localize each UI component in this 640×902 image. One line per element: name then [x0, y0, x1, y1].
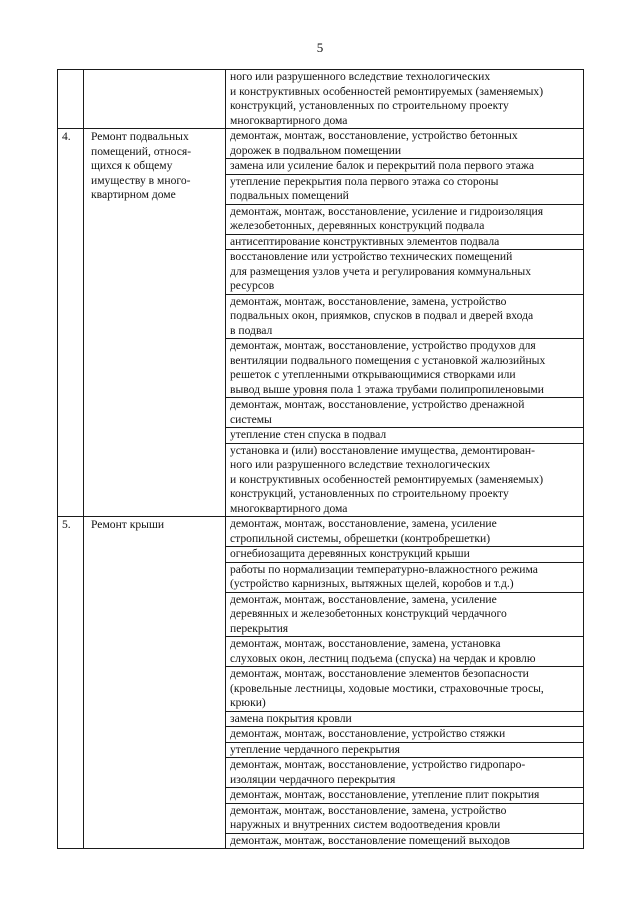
- table-row: [58, 129, 584, 517]
- work-item: восстановление или устройство технических помещений для размещения узлов учета и регулирования коммунальных ресурсов: [226, 250, 583, 295]
- work-item: демонтаж, монтаж, восстановление, утепление плит покрытия: [226, 788, 583, 804]
- work-item: демонтаж, монтаж, восстановление, устройство бетонных дорожек в подвальном помещении: [226, 129, 583, 159]
- work-item: демонтаж, монтаж, восстановление, устройство дренажной системы: [226, 398, 583, 428]
- work-item: демонтаж, монтаж, восстановление, замена, усиление деревянных и железобетонных конструкций чердачного перекрытия: [226, 593, 583, 638]
- work-item: демонтаж, монтаж, восстановление, устройство продухов для вентиляции подвального помещения с установкой жалюзийных решеток с утепленными открывающимися створками или вывод выше уровня пола 1 этажа трубами полипропиленовыми: [226, 339, 583, 398]
- works-list-cell: [226, 129, 584, 517]
- repair-type-cell: [84, 70, 226, 129]
- works-list-cell: [226, 517, 584, 849]
- work-item: ного или разрушенного вследствие технологических и конструктивных особенностей ремонтируемых (заменяемых) конструкций, установленных по строительному проекту многоквартирного дома: [230, 70, 544, 127]
- item-number: [58, 70, 83, 71]
- work-item: утепление чердачного перекрытия: [226, 743, 583, 759]
- work-item: работы по нормализации температурно-влажностного режима (устройство карнизных, вытяжных щелей, коробов и т.д.): [226, 563, 583, 593]
- work-item: демонтаж, монтаж, восстановление, замена, устройство подвальных окон, приямков, спусков в подвал и дверей входа в подвал: [226, 295, 583, 340]
- works-table-body: [58, 70, 584, 849]
- item-number: 5.: [62, 518, 71, 531]
- works-table: [57, 69, 584, 849]
- work-item: демонтаж, монтаж, восстановление, устройство гидропаро- изоляции чердачного перекрытия: [226, 758, 583, 788]
- work-item: демонтаж, монтаж, восстановление, устройство стяжки: [226, 727, 583, 743]
- work-item: установка и (или) восстановление имущества, демонтирован- ного или разрушенного вследствие технологических и конструктивных особенностей ремонтируемых (заменяемых) конструкций, установленных по строительному проекту многоквартирного дома: [230, 443, 544, 515]
- work-item: замена или усиление балок и перекрытий пола первого этажа: [226, 159, 583, 175]
- work-item: демонтаж, монтаж, восстановление, замена, усиление стропильной системы, обрешетки (контробрешетки): [226, 517, 583, 547]
- work-item: утепление стен спуска в подвал: [226, 428, 583, 444]
- table-row: [58, 517, 584, 849]
- repair-type-name: Ремонт крыши: [91, 518, 165, 531]
- work-item: утепление перекрытия пола первого этажа со стороны подвальных помещений: [226, 175, 583, 205]
- work-item: демонтаж, монтаж, восстановление, замена, устройство наружных и внутренних систем водоотведения кровли: [226, 804, 583, 834]
- work-item: демонтаж, монтаж, восстановление, усиление и гидроизоляция железобетонных, деревянных конструкций подвала: [226, 205, 583, 235]
- item-number-cell: [58, 517, 84, 849]
- work-item: демонтаж, монтаж, восстановление помещений выходов: [230, 833, 510, 847]
- repair-type-name: Ремонт подвальных помещений, относя- щихся к общему имуществу в много- квартирном доме: [91, 130, 192, 201]
- work-item: антисептирование конструктивных элементов подвала: [226, 235, 583, 251]
- repair-type-cell: [84, 517, 226, 849]
- table-row: [58, 70, 584, 129]
- work-item: замена покрытия кровли: [226, 712, 583, 728]
- work-item: демонтаж, монтаж, восстановление, замена, установка слуховых окон, лестниц подъема (спуска) на чердак и кровлю: [226, 637, 583, 667]
- item-number-cell: [58, 70, 84, 129]
- work-item: огнебиозащита деревянных конструкций крыши: [226, 547, 583, 563]
- item-number: 4.: [62, 130, 71, 143]
- works-list-cell: [226, 70, 584, 129]
- page-number: 5: [316, 40, 324, 55]
- repair-type-cell: [84, 129, 226, 517]
- item-number-cell: [58, 129, 84, 517]
- repair-type-name: [84, 70, 225, 71]
- work-item: демонтаж, монтаж, восстановление элементов безопасности (кровельные лестницы, ходовые мостики, страховочные тросы, крюки): [226, 667, 583, 712]
